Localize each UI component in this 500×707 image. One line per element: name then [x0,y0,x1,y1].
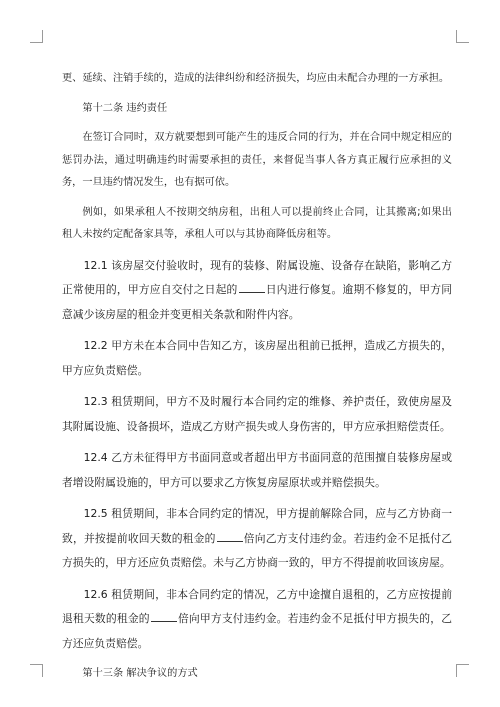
text-segment: 12.1 该房屋交付验收时，现有的装修、附属设施、设备存在缺陷，影响乙方正常使用的，甲方应自交付之日起的 [62,258,452,296]
crop-mark-bottom-left [30,664,43,677]
text-segment: 例如，如果承租人不按期交纳房租，出租人可以提前终止合同，让其搬离;如果出租人未按约定配备家具等，承租人可以与其协商降低房租等。 [62,206,452,240]
text-segment: 更、延续、注销手续的，造成的法律纠纷和经济损失，均应由未配合办理的一方承担。 [62,73,450,84]
document-body [62,68,452,686]
text-segment: 倍向甲方支付违约金。若违约金不足抵付甲方损失的，乙方还应负责赔偿。 [62,612,453,650]
clause-12-3 [62,390,452,439]
crop-mark-top-right [456,30,469,43]
paragraph-intro [62,127,452,195]
section-heading-12 [62,98,452,121]
text-segment: 12.5 租赁期间，非本合同约定的情况，甲方提前解除合同，应与乙方协商一致，并按提前收回天数的租金的 [62,507,452,545]
text-segment: 12.6 租赁期间，非本合同约定的情况，乙方中途擅自退租的，乙方应按提前退租天数的租金的 [62,587,452,625]
text-segment: 第十三条 解决争议的方式 [82,668,198,679]
clause-12-2 [62,334,452,383]
crop-mark-bottom-right [456,664,469,677]
crop-mark-top-left [30,30,43,43]
clause-12-6 [62,583,452,657]
text-segment: 12.4 乙方未征得甲方书面同意或者超出甲方书面同意的范围擅自装修房屋或者增设附属设施的，甲方可以要求乙方恢复房屋原状或并赔偿损失。 [62,451,452,489]
blank-field [217,533,243,542]
text-segment: 12.2 甲方未在本合同中告知乙方，该房屋出租前已抵押，造成乙方损失的，甲方应负责赔偿。 [62,339,452,377]
text-segment: 在签订合同时，双方就要想到可能产生的违反合同的行为，并在合同中规定相应的惩罚办法，通过明确违约时需要承担的责任，来督促当事人各方真正履行应承担的义务，一旦违约情况发生，也有据可依。 [62,132,452,188]
text-segment: 倍向乙方支付违约金。若违约金不足抵付乙方损失的，甲方还应负责赔偿。未与乙方协商一致的，甲方不得提前收回该房屋。 [62,531,453,569]
paragraph-continuation [62,68,452,91]
clause-12-1 [62,254,452,328]
blank-field [239,284,265,293]
clause-12-4 [62,446,452,495]
text-segment: 12.3 租赁期间，甲方不及时履行本合同约定的维修、养护责任，致使房屋及其附属设施、设备损坏，造成乙方财产损失或人身伤害的，甲方应承担赔偿责任。 [62,395,452,433]
blank-field [151,613,177,622]
text-segment: 日内进行修复。逾期不修复的，甲方同意减少该房屋的租金并变更相关条款和附件内容。 [62,283,452,321]
clause-12-5 [62,502,452,576]
text-segment: 第十二条 违约责任 [82,102,168,114]
paragraph-example [62,202,452,247]
section-heading-13 [62,663,452,686]
